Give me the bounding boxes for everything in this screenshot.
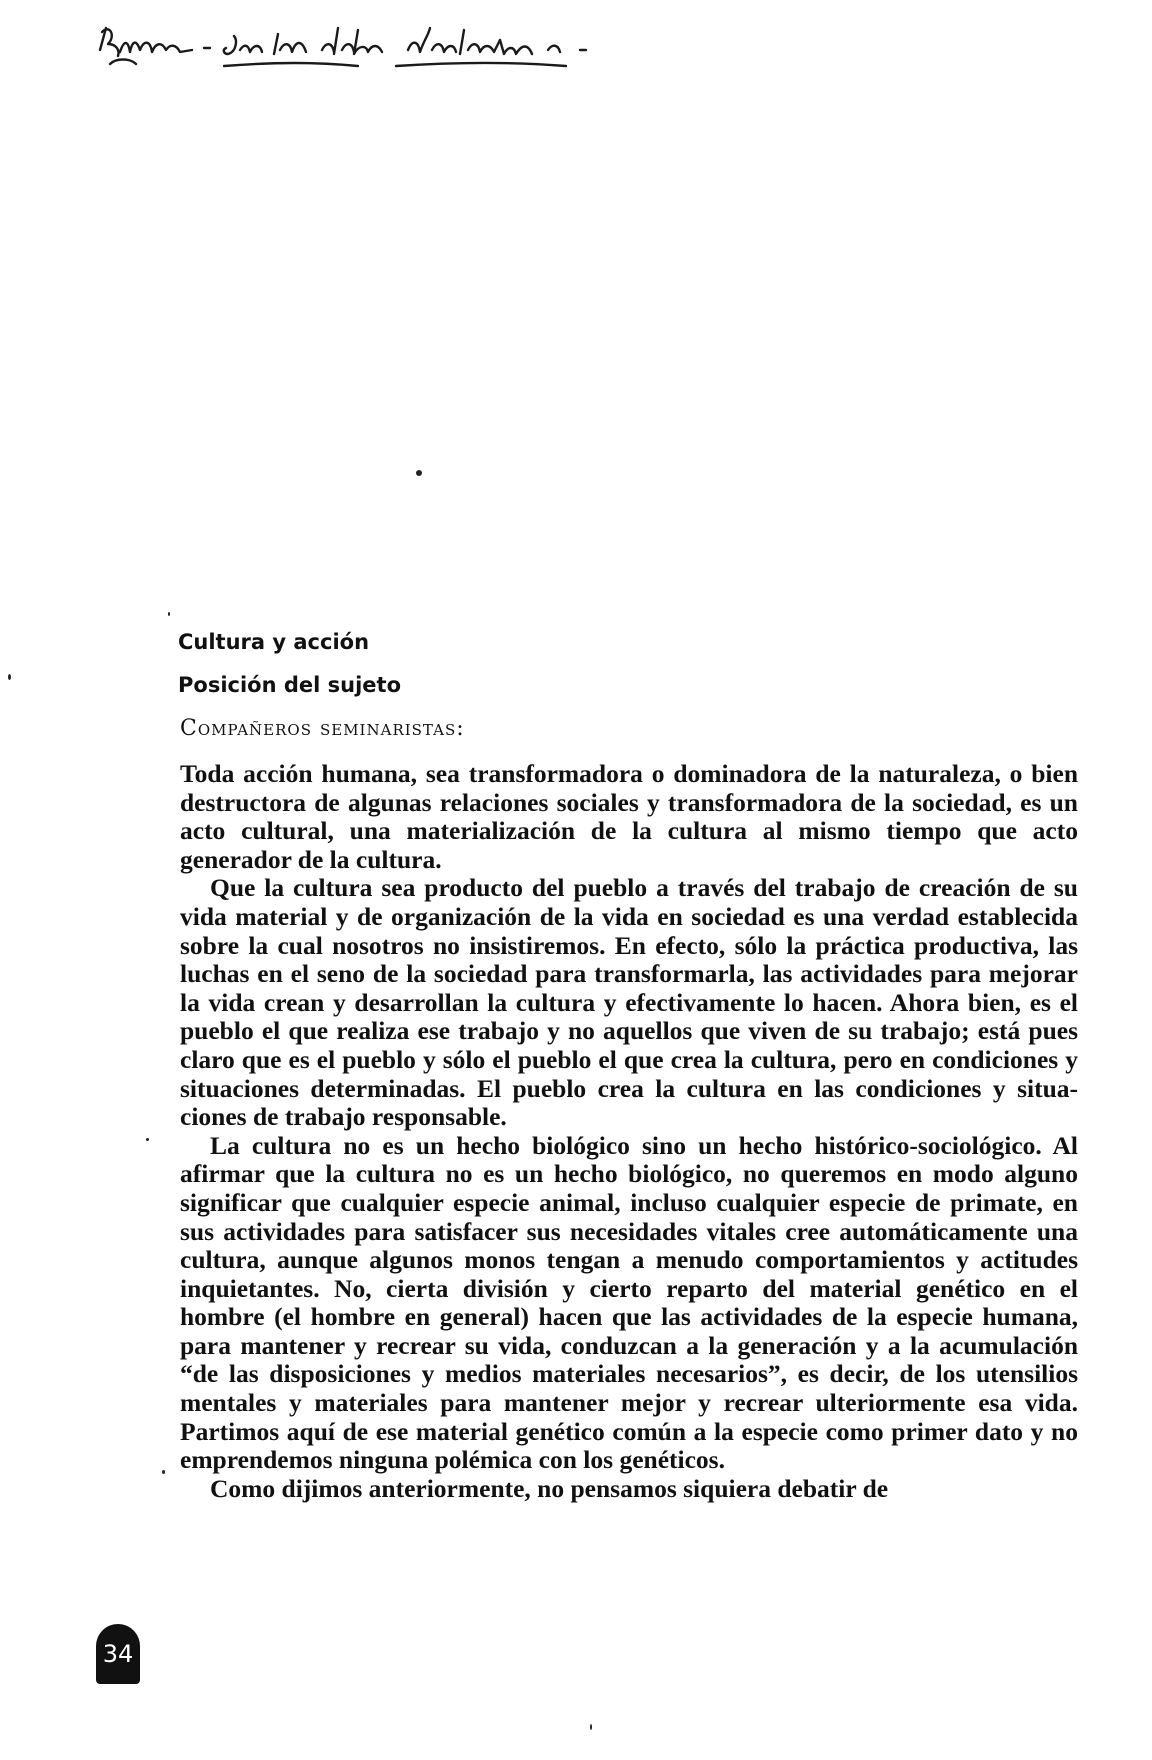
handwritten-note xyxy=(96,10,736,74)
paragraph-1: Toda acción humana, sea transformadora o dominadora de la naturaleza, o bien destructora de algunas relaciones sociales y transformadora de la sociedad, es un acto cultural, una materialización de la cultura al mismo tiempo que acto generador de la cultura. xyxy=(180,759,1078,874)
scan-speck xyxy=(8,674,11,680)
scan-speck xyxy=(168,612,170,616)
scan-speck xyxy=(590,1724,592,1730)
paragraph-2: Que la cultura sea producto del pueblo a través del trabajo de creación de su vida material y de organización de la vida en sociedad es una verdad establecida sobre la cual nosotros no insistiremos. En efecto, sólo la práctica productiva, las luchas en el seno de la sociedad para transformarla, las actividades para mejorar la vida crean y desarrollan la cultura y efectivamente lo hacen. Ahora bien, es el pueblo el que realiza ese trabajo y no aquellos que viven de su trabajo; está pues claro que es el pueblo y sólo el pueblo el que crea la cultura, pero en condiciones y situaciones determinadas. El pueblo crea la cultura en las condiciones y situaciones de trabajo responsable. xyxy=(180,873,1078,1132)
section-heading: Cultura y acción xyxy=(178,630,370,654)
subsection-heading: Posición del sujeto xyxy=(178,673,401,697)
scan-speck xyxy=(146,1138,149,1141)
paragraph-3: La cultura no es un hecho biológico sino un hecho histórico-sociológico. Al afirmar que la cultura no es un hecho biológico, no queremos en modo alguno significar que cualquier especie animal, incluso cualquier especie de primate, en sus actividades para satisfacer sus necesidades vitales cree automáticamente una cultura, aunque algunos monos tengan a menudo comportamientos y actitudes inquietantes. No, cierta división y cierto reparto del material genético en el hombre (el hombre en general) hacen que las actividades de la especie humana, para mantener y recrear su vida, conduzcan a la generación y a la acumulación “de las disposiciones y medios materiales necesarios”, es decir, de los utensilios mentales y materiales para mantener mejor y recrear ulteriormente esa vida. Partimos aquí de ese material genético común a la especie como primer dato y no emprendemos ninguna polémica con los genéticos. xyxy=(180,1130,1078,1475)
salutation: Compañeros seminaristas: xyxy=(180,716,465,741)
body-text xyxy=(180,760,1078,1503)
scan-speck xyxy=(416,470,422,476)
paragraph-4: Como dijimos anteriormente, no pensamos siquiera debatir de xyxy=(210,1473,889,1503)
page-number: 34 xyxy=(96,1624,140,1684)
scan-speck xyxy=(162,1470,165,1474)
